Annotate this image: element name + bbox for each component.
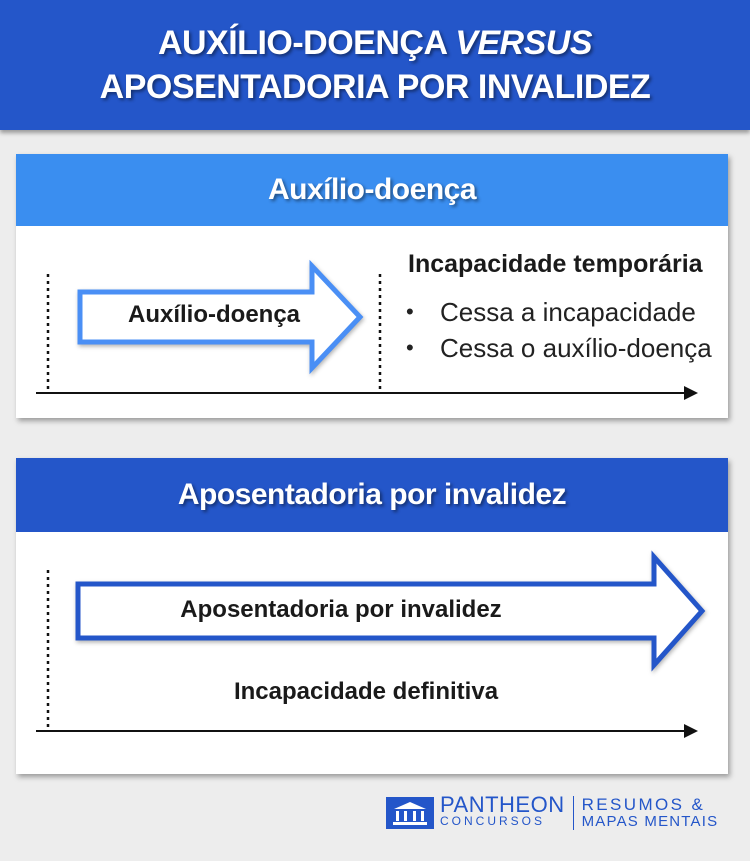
caption: Incapacidade definitiva bbox=[233, 678, 499, 705]
title-line-2: APOSENTADORIA POR INVALIDEZ bbox=[99, 68, 651, 106]
product-line-1: RESUMOS & bbox=[581, 795, 706, 814]
section-aposentadoria bbox=[16, 458, 728, 774]
logo-divider bbox=[573, 796, 574, 830]
time-axis-arrowhead bbox=[684, 386, 698, 400]
brand-title: PANTHEON bbox=[440, 792, 565, 817]
section-title: Auxílio-doença bbox=[16, 154, 728, 226]
brand-subtitle: CONCURSOS bbox=[440, 814, 546, 828]
duration-arrow-label: Auxílio-doença bbox=[128, 301, 301, 328]
bullet-item: • Cessa o auxílio-doença bbox=[406, 330, 712, 366]
section-auxilio-doenca bbox=[16, 154, 728, 418]
bullet-item: • Cessa a incapacidade bbox=[406, 294, 712, 330]
time-axis-arrowhead bbox=[684, 724, 698, 738]
title-banner bbox=[0, 0, 750, 130]
product-name bbox=[582, 796, 719, 830]
brand-name bbox=[440, 792, 565, 829]
pantheon-temple-icon bbox=[386, 797, 434, 829]
product-line-2: MAPAS MENTAIS bbox=[581, 813, 719, 830]
title-main: AUXÍLIO-DOENÇA bbox=[157, 24, 447, 62]
info-title: Incapacidade temporária bbox=[408, 250, 703, 278]
section-title: Aposentadoria por invalidez bbox=[16, 458, 728, 532]
duration-arrow-label: Aposentadoria por invalidez bbox=[180, 596, 502, 623]
title-line-1 bbox=[158, 21, 592, 65]
title-versus: VERSUS bbox=[455, 24, 593, 62]
info-bullets bbox=[406, 294, 712, 366]
timeline-graphic bbox=[16, 154, 728, 418]
footer-logo bbox=[386, 793, 726, 833]
